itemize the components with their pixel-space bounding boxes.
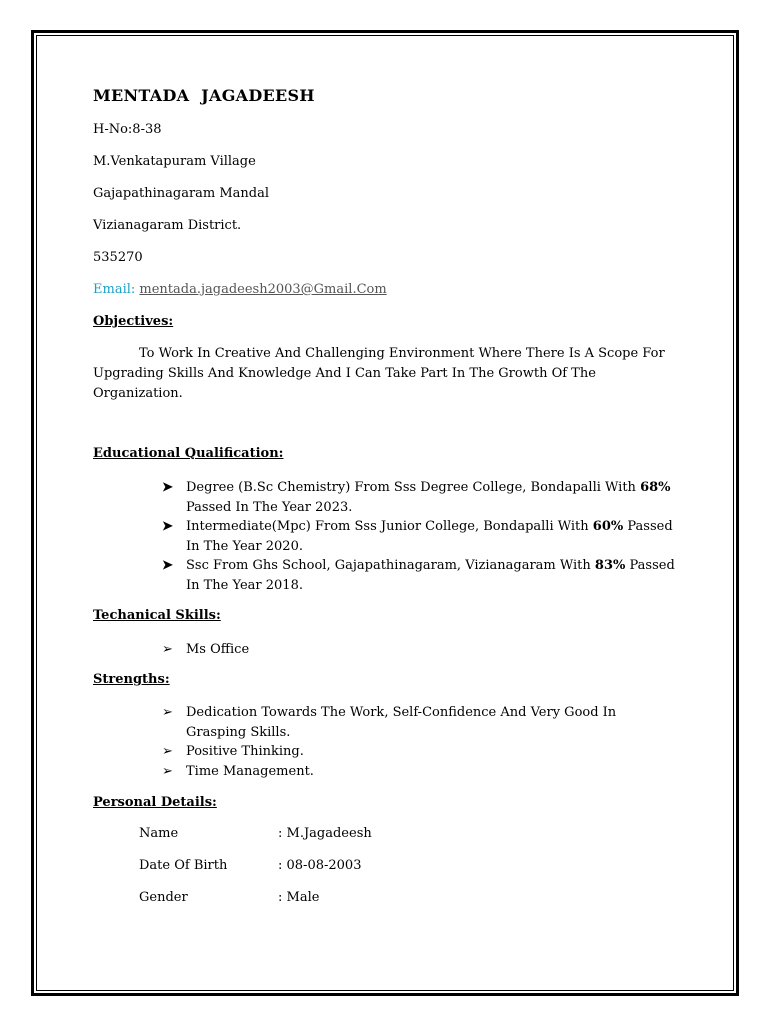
- objectives-heading: Objectives:: [93, 314, 174, 329]
- strength-item: [162, 703, 677, 742]
- strengths-heading: Strengths:: [93, 672, 170, 687]
- skills-heading: Techanical Skills:: [93, 608, 221, 623]
- email-label: Email:: [93, 282, 136, 297]
- outline-arrowhead-icon: ➢: [162, 705, 173, 720]
- skill-item: [162, 640, 677, 660]
- education-item: [162, 517, 677, 556]
- education-list: [162, 478, 677, 595]
- strength-item: [162, 762, 677, 782]
- education-item-year: Passed In The Year 2018.: [186, 558, 675, 593]
- outline-arrowhead-icon: ➢: [162, 763, 173, 779]
- personal-value-gender: : Male: [278, 890, 320, 905]
- personal-label-name: Name: [139, 826, 179, 841]
- personal-heading: Personal Details:: [93, 795, 217, 810]
- skill-item-text: Ms Office: [186, 642, 250, 657]
- personal-label-dob: Date Of Birth: [139, 858, 228, 873]
- candidate-name: MENTADA JAGADEESH: [93, 86, 315, 105]
- address-line-3: Gajapathinagaram Mandal: [93, 186, 270, 201]
- filled-arrowhead-icon: ➤: [162, 558, 173, 573]
- objectives-text: To Work In Creative And Challenging Environment Where There Is A Scope For Upgrading Skills And Knowledge And I Can Take Part In The Growth Of The Organization.: [93, 346, 665, 401]
- address-line-2: M.Venkatapuram Village: [93, 154, 256, 169]
- education-item-text: Ssc From Ghs School, Gajapathinagaram, Vizianagaram With: [186, 558, 595, 573]
- email-line: [93, 282, 387, 297]
- education-item-score: 60%: [592, 519, 624, 534]
- education-item-score: 83%: [594, 558, 626, 573]
- personal-value-dob: : 08-08-2003: [278, 858, 362, 873]
- address-line-4: Vizianagaram District.: [93, 218, 242, 233]
- filled-arrowhead-icon: ➤: [162, 480, 173, 495]
- strength-item: [162, 742, 677, 762]
- email-link[interactable]: mentada.jagadeesh2003@Gmail.Com: [139, 282, 387, 297]
- strengths-list: [162, 703, 677, 781]
- strength-item-text: Dedication Towards The Work, Self-Confidence And Very Good In Grasping Skills.: [186, 705, 617, 740]
- education-item-year: Passed In The Year 2023.: [186, 499, 353, 515]
- outline-arrowhead-icon: ➢: [162, 642, 173, 657]
- personal-label-gender: Gender: [139, 890, 188, 905]
- address-line-1: H-No:8-38: [93, 122, 162, 137]
- education-item-text: Degree (B.Sc Chemistry) From Sss Degree College, Bondapalli With: [186, 480, 641, 495]
- education-item-text: Intermediate(Mpc) From Sss Junior College, Bondapalli With: [186, 519, 593, 534]
- personal-value-name: : M.Jagadeesh: [278, 826, 372, 841]
- outline-arrowhead-icon: ➢: [162, 744, 173, 759]
- strength-item-text: Positive Thinking.: [186, 744, 304, 759]
- filled-arrowhead-icon: ➤: [162, 519, 173, 534]
- strength-item-text: Time Management.: [186, 763, 314, 779]
- skills-list: [162, 640, 677, 660]
- address-pincode: 535270: [93, 250, 143, 265]
- education-item: [162, 556, 677, 595]
- education-heading: Educational Qualification:: [93, 446, 284, 461]
- education-item: [162, 478, 677, 517]
- education-item-score: 68%: [640, 480, 671, 495]
- education-item-year: Passed In The Year 2020.: [186, 519, 673, 554]
